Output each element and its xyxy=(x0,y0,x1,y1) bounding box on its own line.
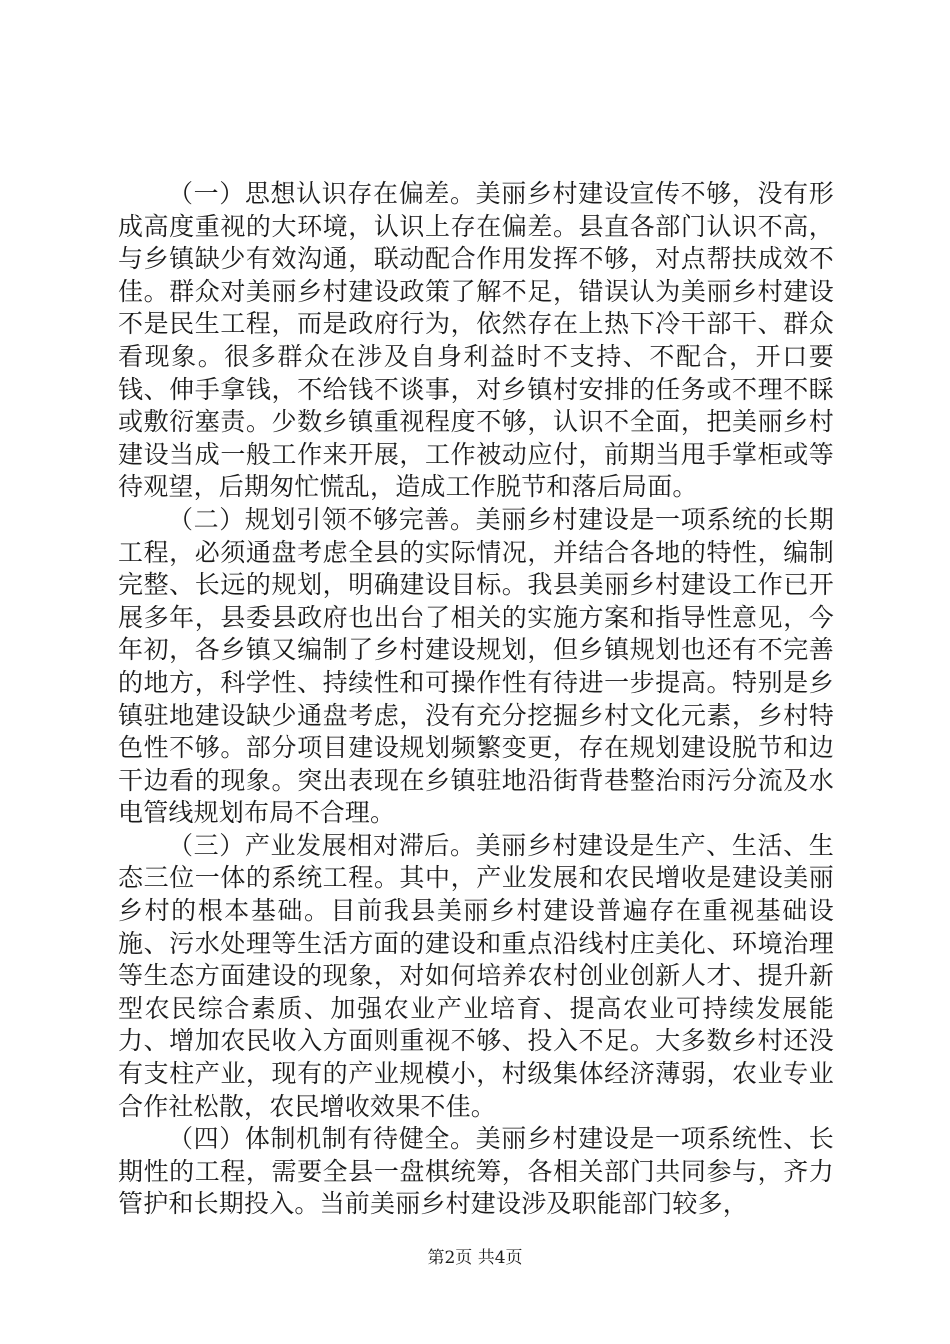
page-number-footer: 第2页 共4页 xyxy=(427,1248,523,1268)
paragraph-thinking-deviation: （一）思想认识存在偏差。美丽乡村建设宣传不够，没有形成高度重视的大环境，认识上存在偏差。县直各部门认识不高，与乡镇缺少有效沟通，联动配合作用发挥不够，对点帮扶成效不佳。群众对美丽乡村建设政策了解不足，错误认为美丽乡村建设不是民生工程，而是政府行为，依然存在上热下冷干部干、群众看现象。很多群众在涉及自身利益时不支持、不配合，开口要钱、伸手拿钱，不给钱不谈事，对乡镇村安排的任务或不理不睬或敷衍塞责。少数乡镇重视程度不够，认识不全面，把美丽乡村建设当成一般工作来开展，工作被动应付，前期当甩手掌柜或等待观望，后期匆忙慌乱，造成工作脱节和落后局面。 xyxy=(118,179,834,502)
paragraph-planning-guidance: （二）规划引领不够完善。美丽乡村建设是一项系统的长期工程，必须通盘考虑全县的实际情况，并结合各地的特性，编制完整、长远的规划，明确建设目标。我县美丽乡村建设工作已开展多年，县委县政府也出台了相关的实施方案和指导性意见，今年初，各乡镇又编制了乡村建设规划，但乡镇规划也还有不完善的地方，科学性、持续性和可操作性有待进一步提高。特别是乡镇驻地建设缺少通盘考虑，没有充分挖掘乡村文化元素，乡村特色性不够。部分项目建设规划频繁变更，存在规划建设脱节和边干边看的现象。突出表现在乡镇驻地沿街背巷整治雨污分流及水电管线规划布局不合理。 xyxy=(118,504,834,828)
paragraph-institutional-mechanism: （四）体制机制有待健全。美丽乡村建设是一项系统性、长期性的工程，需要全县一盘棋统筹，各相关部门共同参与，齐力管护和长期投入。当前美丽乡村建设涉及职能部门较多， xyxy=(118,1124,834,1219)
document-body xyxy=(118,178,834,1221)
paragraph-industry-development: （三）产业发展相对滞后。美丽乡村建设是生产、生活、生态三位一体的系统工程。其中，产业发展和农民增收是建设美丽乡村的根本基础。目前我县美丽乡村建设普遍存在重视基础设施、污水处理等生活方面的建设和重点沿线村庄美化、环境治理等生态方面建设的现象，对如何培养农村创业创新人才、提升新型农民综合素质、加强农业产业培育、提高农业可持续发展能力、增加农民收入方面则重视不够、投入不足。大多数乡村还没有支柱产业，现有的产业规模小，村级集体经济薄弱，农业专业合作社松散，农民增收效果不佳。 xyxy=(118,830,834,1121)
